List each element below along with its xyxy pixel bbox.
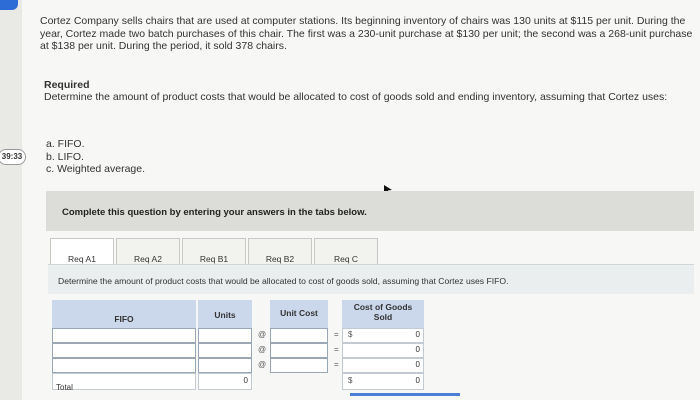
- instruction-text: Complete this question by entering your answers in the tabs below.: [62, 207, 367, 218]
- question-bar: [48, 264, 694, 294]
- units-input[interactable]: [198, 328, 252, 343]
- header-cost-of-goods-sold: Cost of Goods Sold: [342, 300, 424, 328]
- header-units: Units: [198, 300, 252, 328]
- unit-cost-input[interactable]: [270, 358, 328, 373]
- total-label: Total: [56, 383, 73, 392]
- tab-req-c[interactable]: Req C: [314, 238, 378, 269]
- units-input[interactable]: [198, 358, 252, 373]
- next-button-edge[interactable]: [350, 393, 460, 396]
- required-text: Determine the amount of product costs that would be allocated to cost of goods sold and ending inventory, assuming that Cortez uses:: [44, 91, 668, 103]
- unit-cost-input[interactable]: [270, 343, 328, 358]
- option-weighted-average: c. Weighted average.: [46, 163, 146, 175]
- dollar-symbol: $: [348, 330, 353, 339]
- option-fifo: a. FIFO.: [46, 138, 85, 150]
- problem-statement: Cortez Company sells chairs that are used at computer stations. Its beginning inventory of chairs was 130 units at $115 per unit. During the year, Cortez made two batch purchases of this chair. The first was a 230-unit purchase at $130 per unit; the second was a 268-unit purchase at $138 per unit. During the period, it sold 378 chairs.: [40, 15, 693, 52]
- equals-symbol: =: [334, 330, 339, 339]
- fifo-description-input[interactable]: [52, 358, 196, 373]
- tab-req-a2[interactable]: Req A2: [116, 238, 180, 269]
- total-cogs-value: 0: [415, 376, 420, 385]
- tab-req-b2[interactable]: Req B2: [248, 238, 312, 269]
- total-label-cell: [52, 373, 196, 390]
- method-options: [46, 138, 145, 176]
- equals-symbol: =: [334, 345, 339, 354]
- cogs-value-text: 0: [415, 330, 420, 339]
- tab-req-b1[interactable]: Req B1: [182, 238, 246, 269]
- equals-symbol: =: [334, 360, 339, 369]
- fifo-description-input[interactable]: [52, 328, 196, 343]
- rail-knob[interactable]: [0, 0, 18, 10]
- dollar-symbol: $: [348, 376, 353, 385]
- cogs-value-text: 0: [415, 345, 420, 354]
- at-symbol: @: [258, 330, 267, 339]
- cogs-value-text: 0: [415, 360, 420, 369]
- timer-badge: 39:33: [0, 149, 26, 165]
- left-rail: [0, 0, 22, 400]
- units-input[interactable]: [198, 343, 252, 358]
- at-symbol: @: [258, 360, 267, 369]
- total-units-value: 0: [243, 376, 248, 385]
- question-text: Determine the amount of product costs that would be allocated to cost of goods sold, assuming that Cortez uses FIFO.: [58, 276, 509, 286]
- option-lifo: b. LIFO.: [46, 150, 84, 163]
- tab-req-a1[interactable]: Req A1: [50, 238, 114, 269]
- instruction-banner: [46, 191, 694, 231]
- header-unit-cost: Unit Cost: [270, 300, 328, 328]
- header-fifo: FIFO: [52, 300, 196, 328]
- at-symbol: @: [258, 345, 267, 354]
- unit-cost-input[interactable]: [270, 328, 328, 343]
- fifo-description-input[interactable]: [52, 343, 196, 358]
- required-heading: Required: [44, 79, 90, 91]
